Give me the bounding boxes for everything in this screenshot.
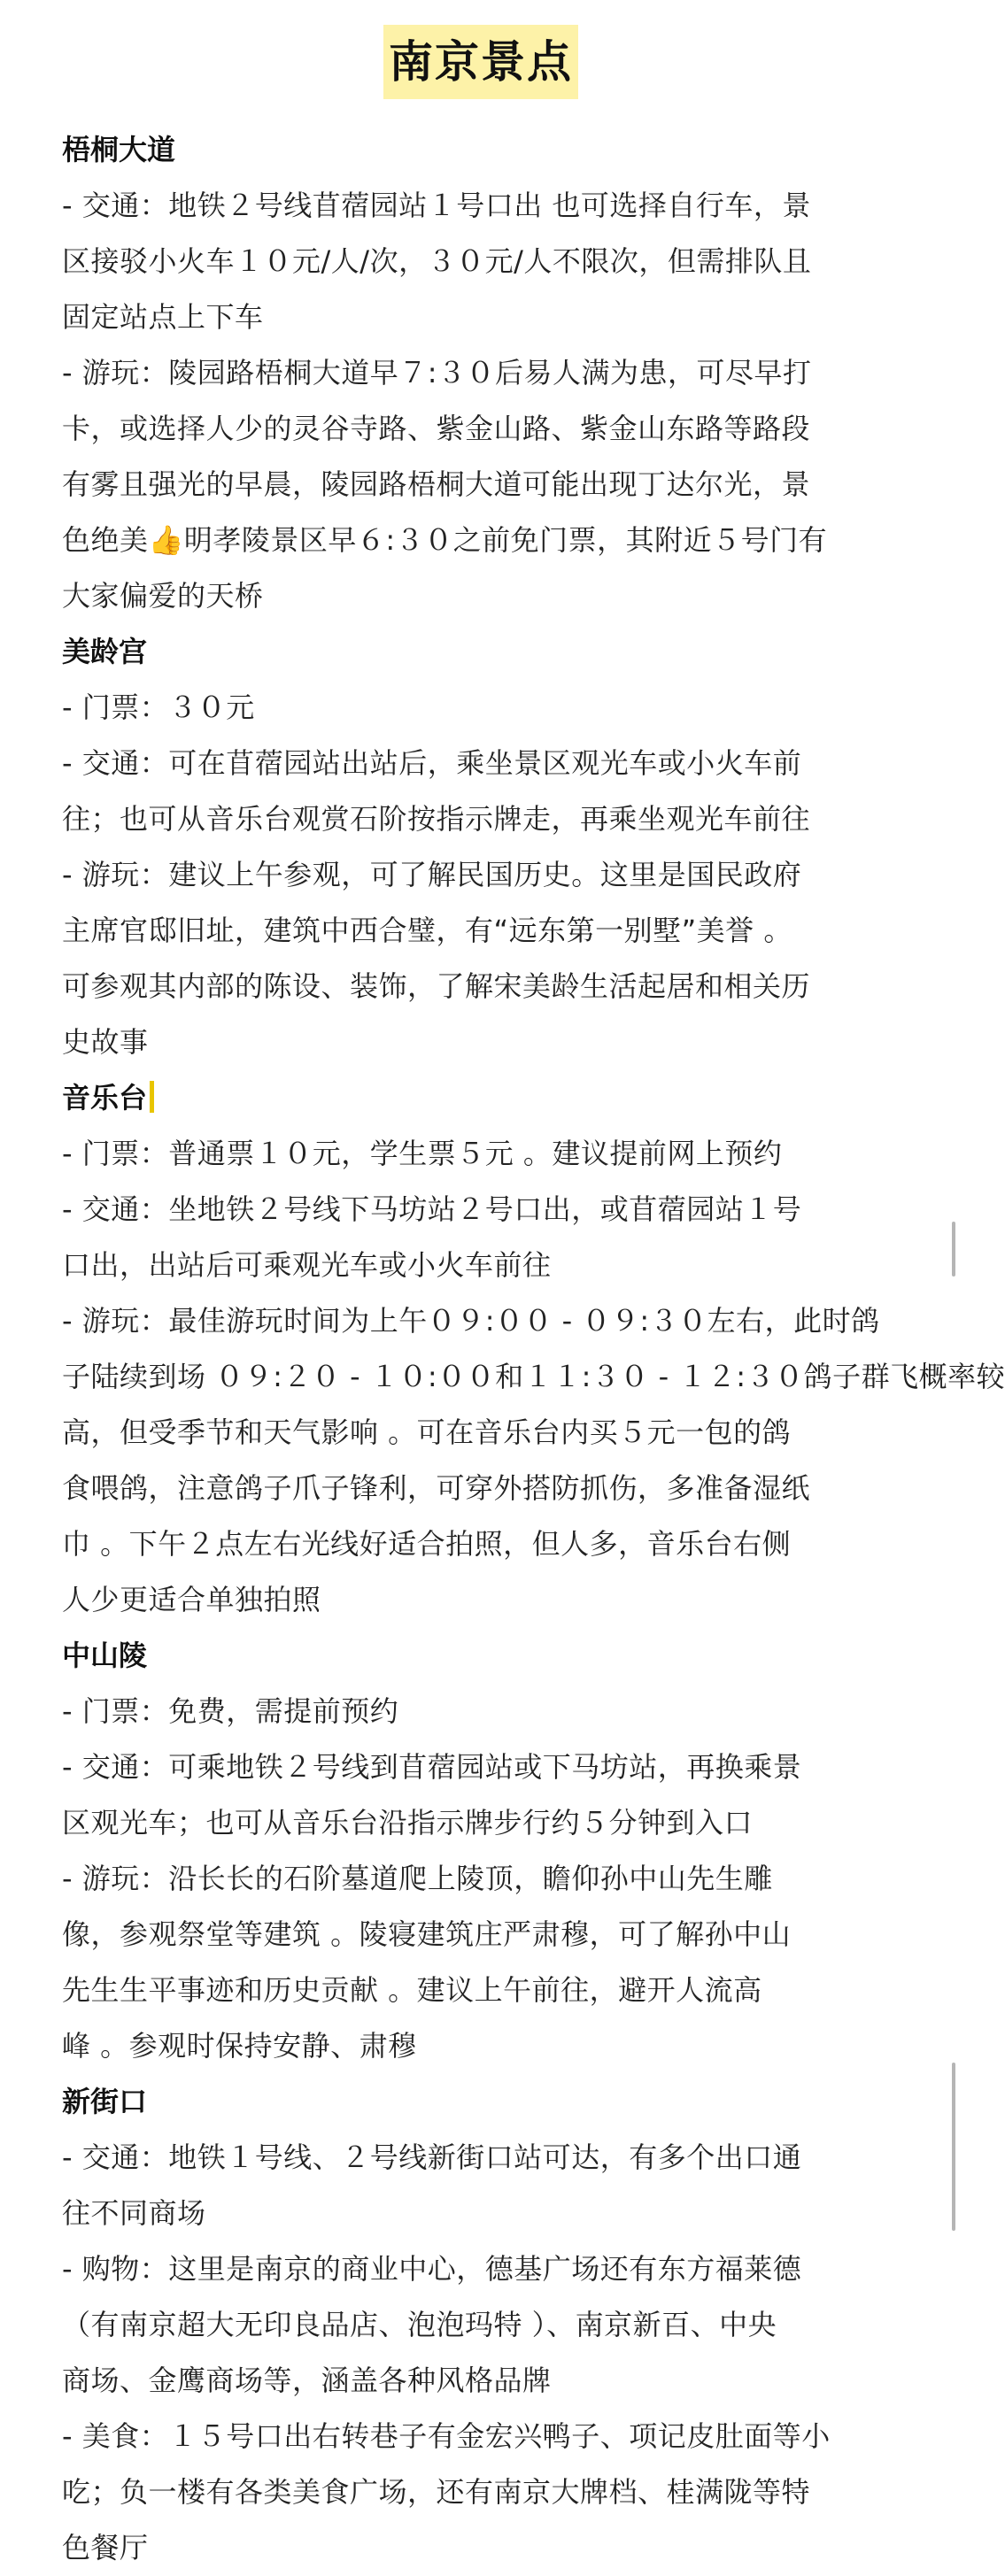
section-wutong-avenue	[62, 122, 900, 624]
text-line: - 交通：可在苜蓿园站出站后，乘坐景区观光车或小火车前	[62, 746, 802, 780]
text-line: 卡，或选择人少的灵谷寺路、紫金山路、紫金山东路等路段	[62, 412, 811, 445]
text-line: 可参观其内部的陈设、装饰，了解宋美龄生活起居和相关历	[62, 969, 811, 1003]
section-heading: 美龄宫	[62, 635, 148, 668]
section-music-stage	[62, 1070, 1005, 1628]
text-line: - 交通：坐地铁２号线下马坊站２号口出，或苜蓿园站１号	[62, 1192, 802, 1226]
text-line: 人少更适合单独拍照	[62, 1583, 321, 1616]
text-line: 像，参观祭堂等建筑 。陵寝建筑庄严肃穆，可了解孙中山	[62, 1917, 792, 1951]
text-line: 固定站点上下车	[62, 300, 264, 334]
text-line: 有雾且强光的早晨，陵园路梧桐大道可能出现丁达尔光，景	[62, 467, 811, 501]
text-line: - 游玩：建议上午参观，可了解民国历史。这里是国民政府	[62, 858, 802, 891]
text-line: - 美食：１５号口出右转巷子有金宏兴鸭子、项记皮肚面等小	[62, 2419, 831, 2453]
text-line: 吃；负一楼有各类美食广场，还有南京大牌档、桂满陇等特	[62, 2475, 811, 2509]
section-heading: 新街口	[62, 2085, 148, 2118]
text-line: 主席官邸旧址，建筑中西合璧，有“远东第一别墅”美誉 。	[62, 914, 792, 947]
title-container	[62, 25, 900, 106]
section-xinjiekou	[62, 2074, 900, 2576]
scrollbar-thumb[interactable]	[952, 1222, 955, 1276]
text-cursor	[150, 1081, 154, 1113]
text-line: 区观光车；也可从音乐台沿指示牌步行约５分钟到入口	[62, 1806, 754, 1839]
text-line: 色餐厅	[62, 2531, 149, 2564]
section-meiling-palace	[62, 624, 900, 1070]
text-line: 口出，出站后可乘观光车或小火车前往	[62, 1248, 552, 1282]
text-line: 往不同商场	[62, 2196, 206, 2230]
text-line: - 门票：３０元	[62, 690, 255, 724]
text-line: 区接驳小火车１０元/人/次，３０元/人不限次，但需排队且	[62, 244, 812, 278]
section-heading-text: 音乐台	[62, 1081, 148, 1114]
text-line: 史故事	[62, 1025, 149, 1059]
text-line: （有南京超大无印良品店、泡泡玛特 ）、南京新百、中央	[62, 2308, 777, 2341]
text-line: - 门票：普通票１０元，学生票５元 。建议提前网上预约	[62, 1137, 783, 1170]
section-sun-yatsen-mausoleum	[62, 1628, 900, 2074]
text-line: - 游玩：沿长长的石阶墓道爬上陵顶，瞻仰孙中山先生雕	[62, 1862, 773, 1895]
section-heading: 中山陵	[62, 1639, 148, 1672]
text-line: - 购物：这里是南京的商业中心，德基广场还有东方福莱德	[62, 2252, 802, 2286]
text-line: - 游玩：陵园路梧桐大道早７:３０后易人满为患，可尽早打	[62, 356, 812, 389]
text-line: 往；也可从音乐台观赏石阶按指示牌走，再乘坐观光车前往	[62, 802, 811, 836]
text-line: 食喂鸽，注意鸽子爪子锋利，可穿外搭防抓伤，多准备湿纸	[62, 1471, 811, 1505]
page-title: 南京景点	[383, 25, 578, 99]
text-line: - 游玩：最佳游玩时间为上午０９:００ - ０９:３０左右，此时鸽	[62, 1304, 880, 1338]
section-heading: 梧桐大道	[62, 133, 176, 166]
text-line: 先生生平事迹和历史贡献 。建议上午前往，避开人流高	[62, 1973, 762, 2007]
text-line: - 门票：免费，需提前预约	[62, 1694, 399, 1728]
text-line: 巾 。下午２点左右光线好适合拍照，但人多，音乐台右侧	[62, 1527, 792, 1561]
text-line: 峰 。参观时保持安静、肃穆	[62, 2029, 417, 2063]
text-line: 大家偏爱的天桥	[62, 579, 264, 613]
text-line: 色绝美👍明孝陵景区早６:３０之前免门票，其附近５号门有	[62, 523, 828, 557]
text-line: - 交通：地铁２号线苜蓿园站１号口出 也可选择自行车，景	[62, 189, 811, 222]
text-line: 高，但受季节和天气影响 。可在音乐台内买５元一包的鸽	[62, 1415, 792, 1449]
text-line: - 交通：地铁１号线、２号线新街口站可达，有多个出口通	[62, 2140, 802, 2174]
text-line: 子陆续到场 ０９:２０ - １０:００和１１:３０ - １２:３０鸽子群飞概率较	[62, 1360, 1005, 1393]
scrollbar-thumb-secondary[interactable]	[952, 2063, 955, 2231]
text-line: 商场、金鹰商场等，涵盖各种风格品牌	[62, 2364, 552, 2397]
section-heading[interactable]	[62, 1070, 900, 1126]
text-line: - 交通：可乘地铁２号线到苜蓿园站或下马坊站，再换乘景	[62, 1750, 802, 1784]
